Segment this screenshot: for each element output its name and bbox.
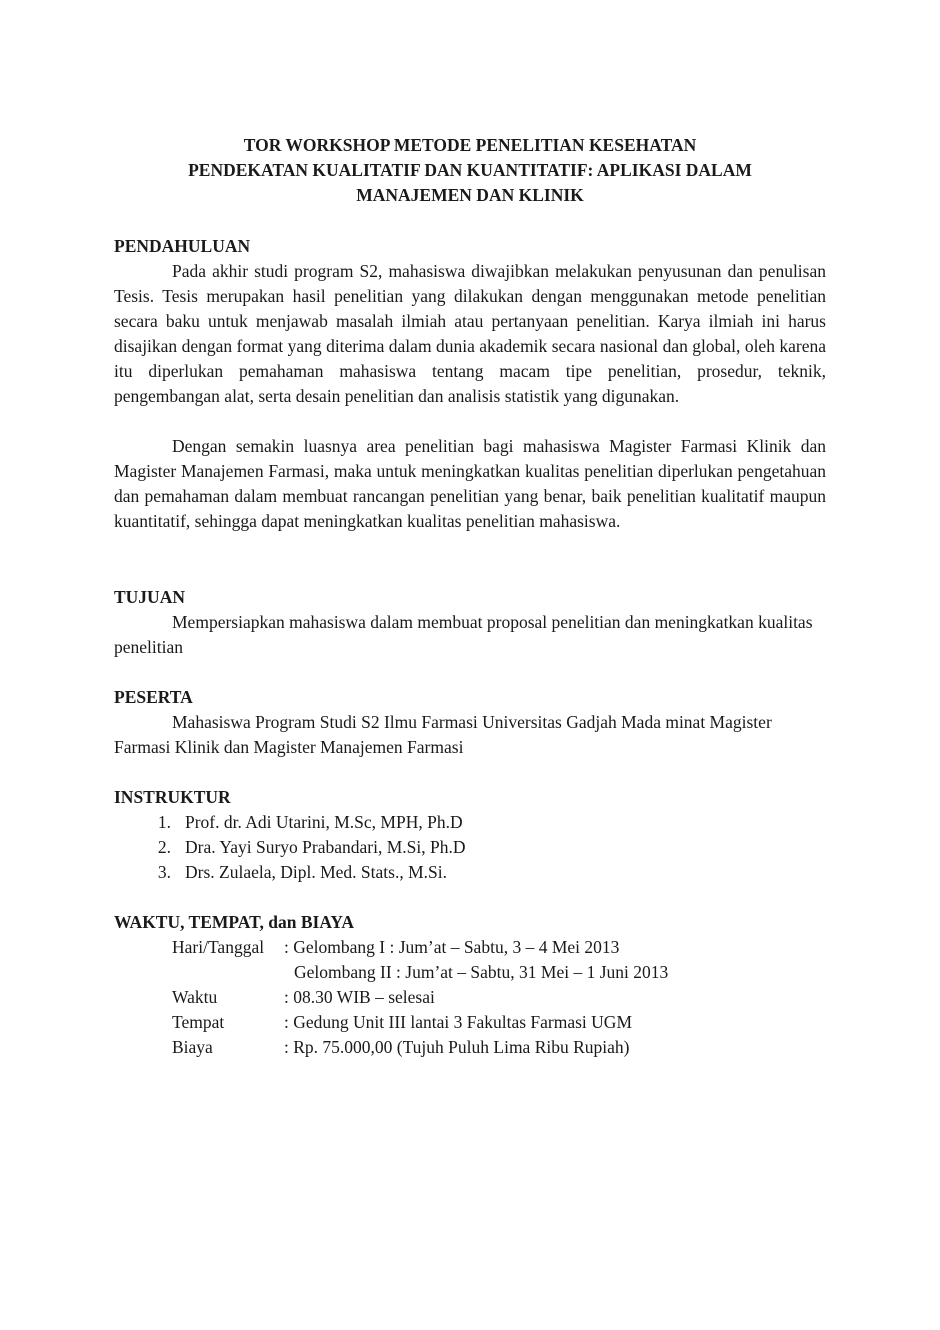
hari-label: Hari/Tanggal: [172, 937, 265, 957]
pendahuluan-paragraph-2: Dengan semakin luasnya area penelitian bagi mahasiswa Magister Farmasi Klinik dan Magister Manajemen Farmasi, maka untuk meningkatkan kualitas penelitian diperlukan pengetahuan dan pemahaman dalam membuat rancangan penelitian yang benar, baik penelitian kualitatif maupun kuantitatif, sehingga dapat meningkatkan kualitas penelitian mahasiswa.: [114, 436, 826, 531]
tempat-label: Tempat: [172, 1012, 225, 1032]
list-item-name: Dra. Yayi Suryo Prabandari, M.Si, Ph.D: [185, 837, 466, 857]
schedule-row-waktu: [172, 985, 668, 1010]
peserta-heading: PESERTA: [114, 687, 193, 707]
biaya-label: Biaya: [172, 1037, 213, 1057]
waktu-heading: WAKTU, TEMPAT, dan BIAYA: [114, 912, 355, 932]
schedule-row-biaya: [172, 1035, 668, 1060]
list-item-number: 3.: [157, 862, 171, 882]
schedule-row-tempat: [172, 1010, 668, 1035]
schedule-row-hari-2: [172, 960, 668, 985]
pendahuluan-heading: PENDAHULUAN: [114, 236, 251, 256]
list-item-number: 1.: [157, 812, 171, 832]
tempat-value: : Gedung Unit III lantai 3 Fakultas Farmasi UGM: [284, 1012, 633, 1032]
instruktur-heading: INSTRUKTUR: [114, 787, 231, 807]
title-line-3: MANAJEMEN DAN KLINIK: [356, 185, 584, 205]
waktu-value: : 08.30 WIB – selesai: [284, 987, 435, 1007]
waktu-label: Waktu: [172, 987, 218, 1007]
instruktur-list: [114, 810, 466, 885]
hari-value-2: Gelombang II : Jum’at – Sabtu, 31 Mei – 1 Juni 2013: [294, 962, 669, 982]
document-title: [114, 133, 826, 208]
title-line-1: TOR WORKSHOP METODE PENELITIAN KESEHATAN: [243, 135, 697, 155]
peserta-paragraph: Mahasiswa Program Studi S2 Ilmu Farmasi Universitas Gadjah Mada minat Magister Farmasi Klinik dan Magister Manajemen Farmasi: [114, 712, 772, 757]
list-item-name: Drs. Zulaela, Dipl. Med. Stats., M.Si.: [185, 862, 447, 882]
list-item: [114, 835, 466, 860]
tujuan-paragraph: Mempersiapkan mahasiswa dalam membuat proposal penelitian dan meningkatkan kualitas penelitian: [114, 612, 813, 657]
title-line-2: PENDEKATAN KUALITATIF DAN KUANTITATIF: APLIKASI DALAM: [188, 160, 752, 180]
biaya-value: : Rp. 75.000,00 (Tujuh Puluh Lima Ribu Rupiah): [284, 1037, 630, 1057]
list-item: [114, 810, 466, 835]
tujuan-heading: TUJUAN: [114, 587, 185, 607]
schedule-table: [172, 935, 668, 1060]
list-item-name: Prof. dr. Adi Utarini, M.Sc, MPH, Ph.D: [185, 812, 463, 832]
list-item-number: 2.: [157, 837, 171, 857]
list-item: [114, 860, 466, 885]
schedule-row-hari: [172, 935, 668, 960]
pendahuluan-paragraph-1: Pada akhir studi program S2, mahasiswa diwajibkan melakukan penyusunan dan penulisan Tesis. Tesis merupakan hasil penelitian yang dilakukan dengan menggunakan metode penelitian secara baku untuk menjawab masalah ilmiah atau pertanyaan penelitian. Karya ilmiah ini harus disajikan dengan format yang diterima dalam dunia akademik secara nasional dan global, oleh karena itu diperlukan pemahaman mahasiswa tentang macam tipe penelitian, prosedur, teknik, pengembangan alat, serta desain penelitian dan analisis statistik yang digunakan.: [114, 261, 826, 406]
hari-value-1: : Gelombang I : Jum’at – Sabtu, 3 – 4 Mei 2013: [284, 937, 620, 957]
